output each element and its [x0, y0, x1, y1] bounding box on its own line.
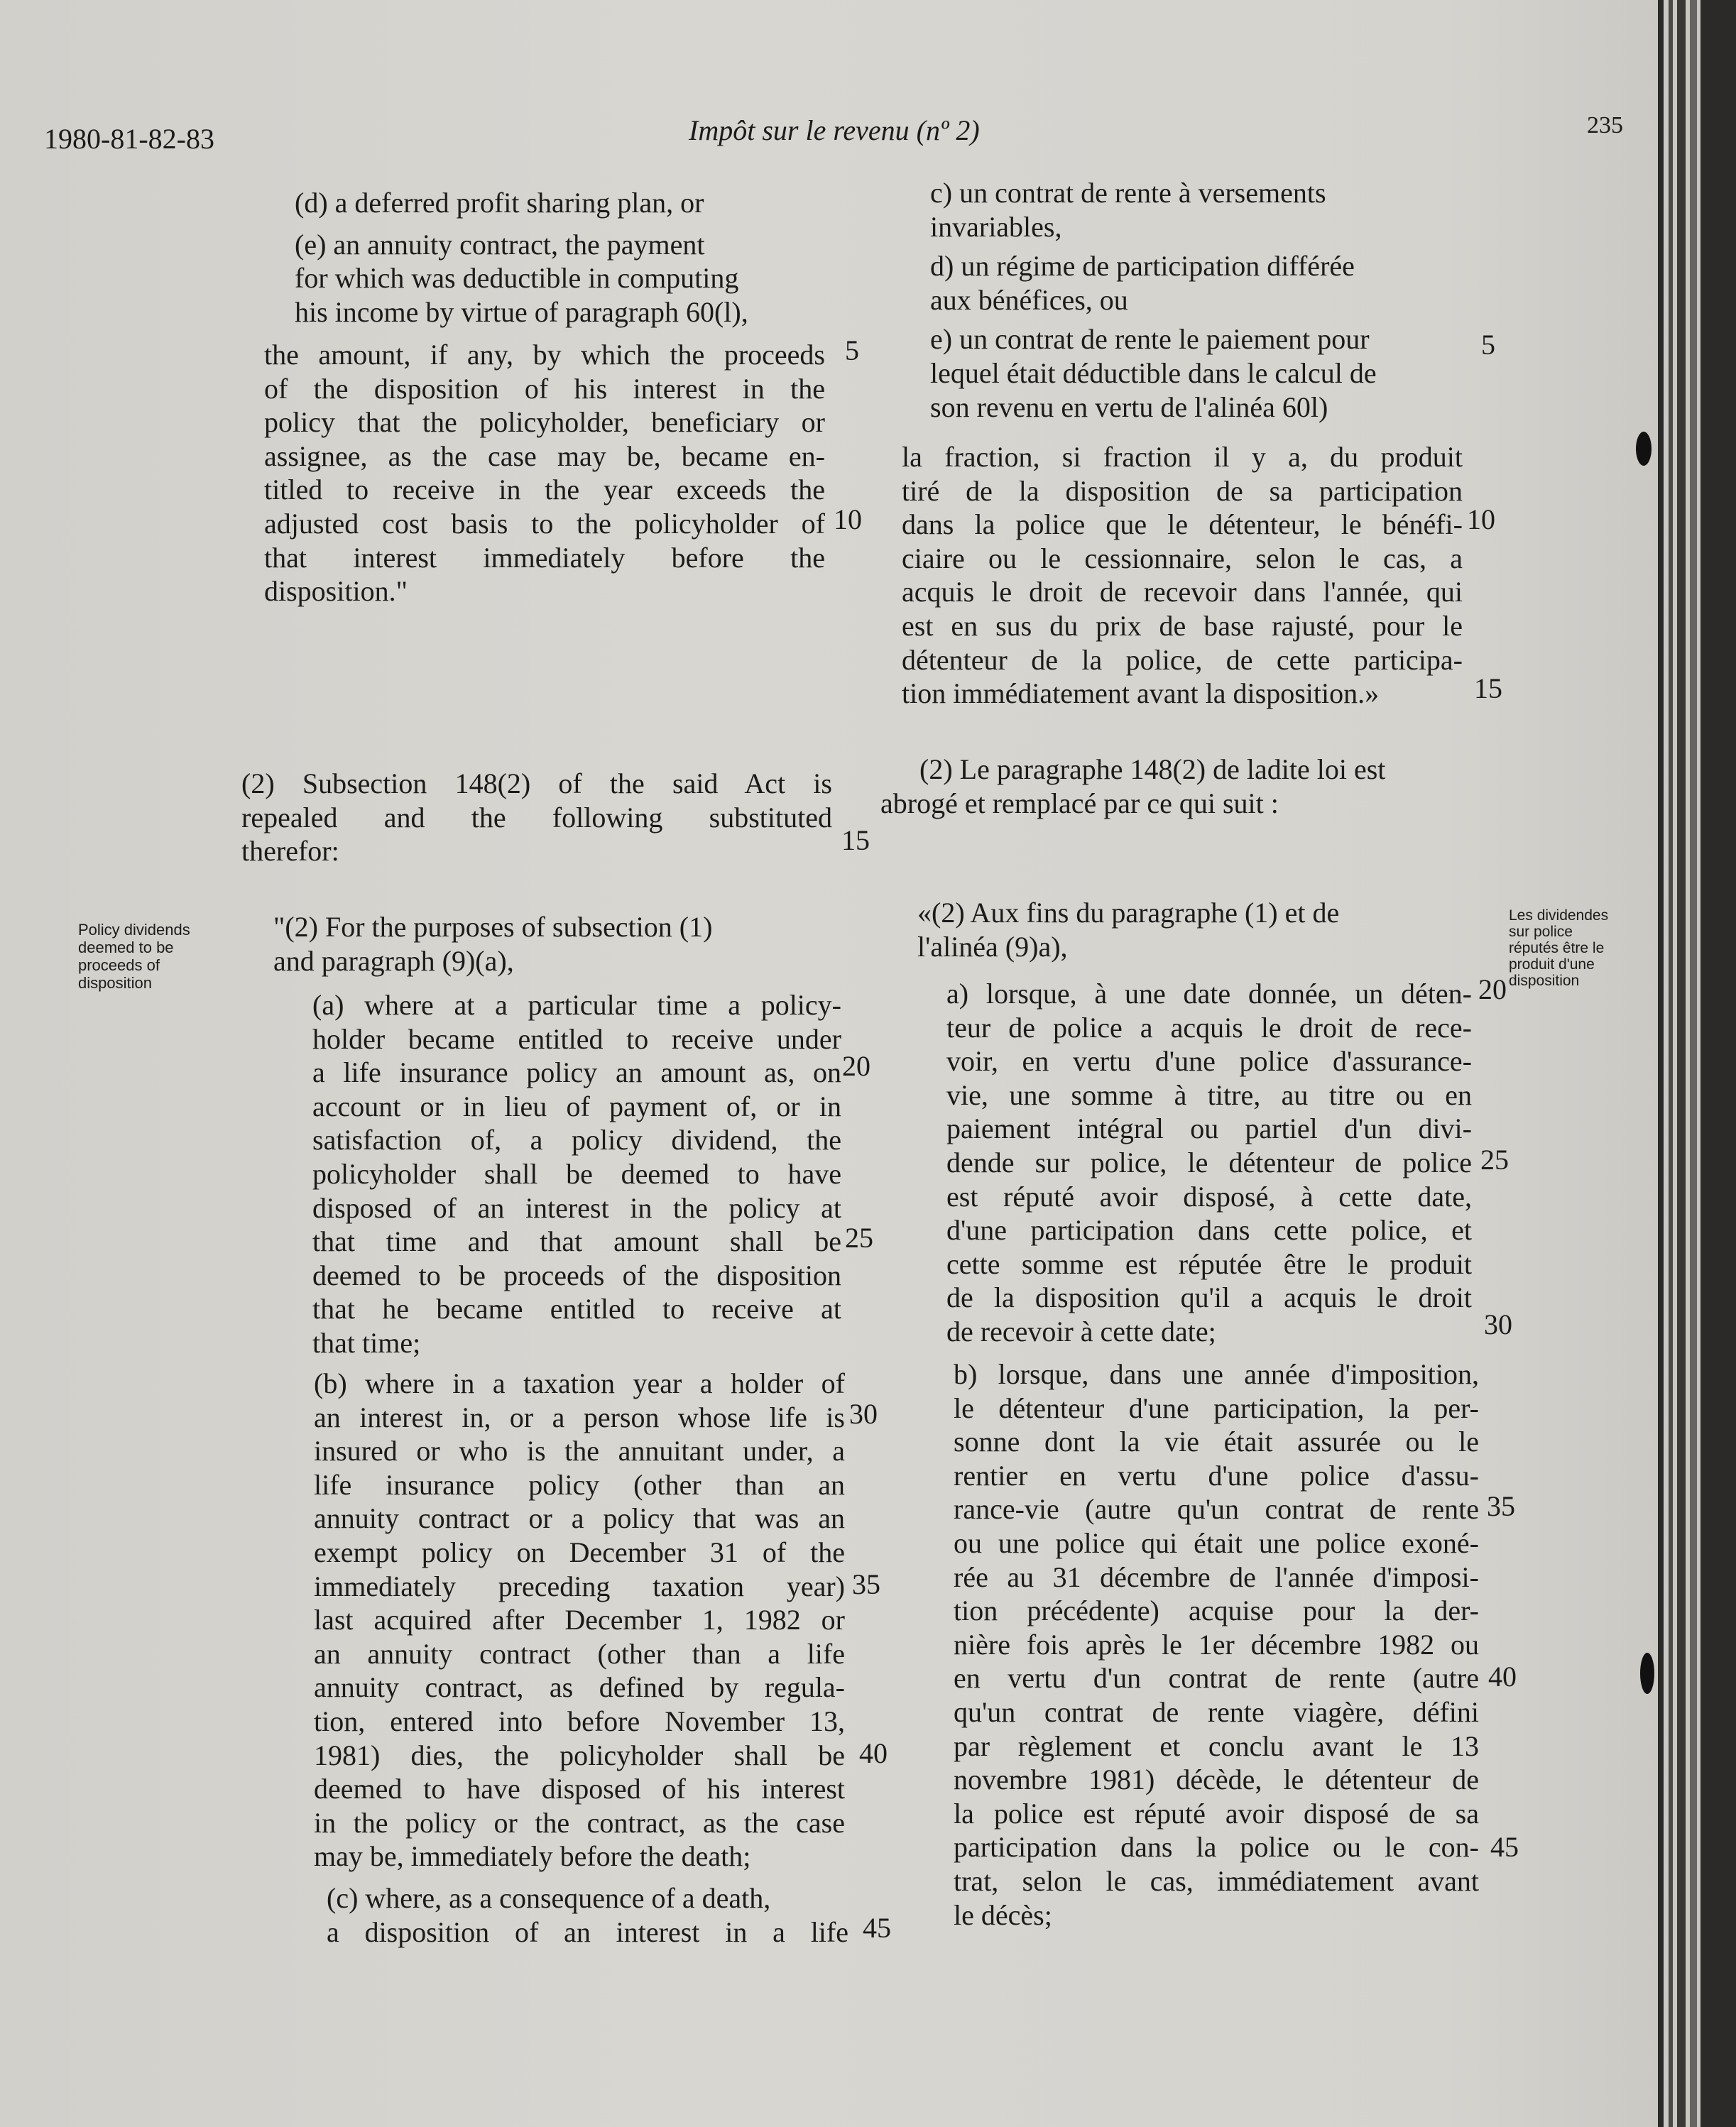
ink-blot — [1636, 432, 1652, 466]
text-line: the amount, if any, by which the proceeds — [264, 339, 825, 371]
text-line: de recevoir à cette date; — [946, 1315, 1216, 1347]
line-number: 35 — [852, 1568, 880, 1600]
text-line: satisfaction of, a policy dividend, the — [312, 1124, 841, 1157]
line-number: 15 — [1474, 672, 1502, 704]
note-line: proceeds of — [78, 956, 160, 974]
line-number: 10 — [834, 503, 862, 535]
text-line: for which was deductible in computing — [295, 262, 739, 295]
header-title: Impôt sur le revenu (nº 2) — [689, 114, 980, 146]
right-block-6 — [954, 1357, 1479, 1932]
text-line: de la disposition qu'il a acquis le droit — [946, 1281, 1472, 1314]
text-line: voir, en vertu d'une police d'assurance- — [946, 1045, 1472, 1078]
left-block-5 — [312, 988, 841, 1360]
right-block-2 — [902, 440, 1463, 711]
text-line: tion précédente) acquise pour la der- — [954, 1595, 1479, 1627]
note-line: Policy dividends — [78, 921, 190, 939]
text-line: novembre 1981) décède, le détenteur de — [954, 1764, 1479, 1796]
text-line: adjusted cost basis to the policyholder of — [264, 507, 825, 540]
text-line: "(2) For the purposes of subsection (1) — [273, 911, 713, 943]
text-line: an annuity contract (other than a life — [314, 1637, 845, 1670]
text-line: «(2) Aux fins du paragraphe (1) et de — [917, 897, 1340, 929]
text-line: la police est réputé avoir disposé de sa — [954, 1797, 1479, 1830]
text-line: (d) a deferred profit sharing plan, or — [295, 187, 704, 219]
text-line: (e) an annuity contract, the payment — [295, 228, 705, 261]
text-line: policyholder shall be deemed to have — [312, 1157, 841, 1190]
text-line: invariables, — [930, 210, 1062, 243]
text-line: (2) Subsection 148(2) of the said Act is — [241, 767, 832, 799]
text-line: his income by virtue of paragraph 60(l), — [295, 295, 748, 328]
note-line: deemed to be — [78, 939, 174, 956]
text-line: nière fois après le 1er décembre 1982 ou — [954, 1628, 1479, 1661]
text-line: d) un régime de participation différée — [930, 250, 1355, 283]
text-line: that time; — [312, 1326, 421, 1359]
text-line: disposition." — [264, 575, 408, 608]
left-block-1 — [295, 186, 824, 329]
text-line: (c) where, as a consequence of a death, — [327, 1882, 771, 1914]
note-line: sur police — [1509, 924, 1573, 940]
margin-note-left — [78, 921, 190, 992]
text-line: that he became entitled to receive at — [312, 1293, 841, 1325]
text-line: tion, entered into before November 13, — [314, 1705, 845, 1737]
line-number: 25 — [845, 1222, 873, 1254]
line-number: 25 — [1480, 1144, 1509, 1176]
text-line: a life insurance policy an amount as, on — [312, 1056, 841, 1089]
line-number: 15 — [841, 824, 870, 856]
text-line: dans la police que le détenteur, le bénéfi- — [902, 508, 1463, 541]
text-line: le détenteur d'une participation, la per- — [954, 1391, 1479, 1424]
text-line: est en sus du prix de base rajusté, pour le — [902, 609, 1463, 642]
text-line: a disposition of an interest in a life — [327, 1915, 848, 1948]
line-number: 30 — [849, 1398, 878, 1430]
text-line: qu'un contrat de rente viagère, défini — [954, 1695, 1479, 1728]
text-line: d'une participation dans cette police, et — [946, 1214, 1472, 1247]
text-line: an interest in, or a person whose life is — [314, 1401, 845, 1433]
left-block-7 — [327, 1881, 848, 1949]
line-number: 10 — [1467, 503, 1495, 535]
text-line: aux bénéfices, ou — [930, 283, 1128, 316]
left-block-2 — [264, 338, 825, 608]
page-edge — [1700, 0, 1736, 2127]
text-line: rée au 31 décembre de l'année d'imposi- — [954, 1560, 1479, 1593]
text-line: tiré de la disposition de sa participation — [902, 474, 1463, 507]
text-line: exempt policy on December 31 of the — [314, 1536, 845, 1568]
text-line: dende sur police, le détenteur de police — [946, 1146, 1472, 1179]
text-line: account or in lieu of payment of, or in — [312, 1090, 841, 1122]
text-line: annuity contract, as defined by regula- — [314, 1671, 845, 1704]
text-line: (a) where at a particular time a policy- — [312, 989, 841, 1021]
text-line: that time and that amount shall be — [312, 1225, 841, 1258]
text-line: paiement intégral ou partiel d'un divi- — [946, 1112, 1472, 1145]
text-line: deemed to be proceeds of the disposition — [312, 1259, 841, 1291]
page-edge — [1669, 0, 1673, 2127]
text-line: vie, une somme à titre, au titre ou en — [946, 1078, 1472, 1111]
text-line: tion immédiatement avant la disposition.» — [902, 677, 1380, 710]
text-line: repealed and the following substituted — [241, 801, 832, 833]
line-number: 20 — [842, 1050, 870, 1082]
text-line: last acquired after December 1, 1982 or — [314, 1604, 845, 1636]
line-number: 45 — [1490, 1831, 1519, 1863]
text-line: life insurance policy (other than an — [314, 1468, 845, 1501]
line-number: 30 — [1484, 1308, 1512, 1340]
line-number: 5 — [1481, 329, 1495, 361]
text-line: titled to receive in the year exceeds the — [264, 474, 825, 506]
right-block-3 — [880, 753, 1477, 820]
text-line: of the disposition of his interest in the — [264, 372, 825, 405]
text-line: lequel était déductible dans le calcul de — [930, 356, 1377, 389]
text-line: and paragraph (9)(a), — [273, 944, 514, 977]
text-line: détenteur de la police, de cette participa- — [902, 643, 1463, 676]
ink-blot — [1640, 1653, 1654, 1694]
line-number: 45 — [863, 1912, 891, 1944]
text-line: deemed to have disposed of his interest — [314, 1773, 845, 1805]
text-line: a) lorsque, à une date donnée, un déten- — [946, 978, 1472, 1010]
text-line: ou une police qui était une police exoné- — [954, 1526, 1479, 1559]
text-line: rance-vie (autre qu'un contrat de rente — [954, 1493, 1479, 1526]
text-line: sonne dont la vie était assurée ou le — [954, 1426, 1479, 1458]
line-number: 35 — [1487, 1490, 1515, 1522]
note-line: disposition — [78, 974, 152, 992]
text-line: insured or who is the annuitant under, a — [314, 1435, 845, 1467]
line-number: 40 — [859, 1737, 888, 1769]
page-edge — [1658, 0, 1664, 2127]
page-number: 235 — [1587, 112, 1623, 138]
text-line: b) lorsque, dans une année d'imposition, — [954, 1358, 1479, 1390]
left-block-3 — [241, 767, 832, 868]
header-year: 1980-81-82-83 — [44, 123, 214, 155]
text-line: trat, selon le cas, immédiatement avant — [954, 1864, 1479, 1897]
text-line: ciaire ou le cessionnaire, selon le cas, a — [902, 542, 1463, 574]
text-line: participation dans la police ou le con- — [954, 1831, 1479, 1864]
line-number: 5 — [845, 334, 859, 366]
note-line: réputés être le — [1509, 940, 1605, 956]
line-number: 20 — [1478, 973, 1507, 1005]
page-edge — [1690, 0, 1697, 2127]
right-block-1 — [930, 176, 1477, 424]
text-line: therefor: — [241, 835, 339, 868]
text-line: la fraction, si fraction il y a, du produit — [902, 441, 1463, 473]
right-block-4 — [917, 896, 1478, 963]
text-line: son revenu en vertu de l'alinéa 60l) — [930, 390, 1328, 423]
text-line: in the policy or the contract, as the case — [314, 1806, 845, 1839]
text-line: e) un contrat de rente le paiement pour — [930, 323, 1370, 356]
text-line: holder became entitled to receive under — [312, 1022, 841, 1055]
text-line: assignee, as the case may be, became en- — [264, 439, 825, 472]
text-line: policy that the policyholder, beneficiary or — [264, 406, 825, 439]
text-line: par règlement et conclu avant le 13 — [954, 1729, 1479, 1762]
text-line: (b) where in a taxation year a holder of — [314, 1367, 845, 1399]
text-line: est réputé avoir disposé, à cette date, — [946, 1180, 1472, 1213]
text-line: 1981) dies, the policyholder shall be — [314, 1739, 845, 1771]
note-line: disposition — [1509, 973, 1580, 989]
text-line: (2) Le paragraphe 148(2) de ladite loi est — [919, 753, 1386, 785]
text-line: acquis le droit de recevoir dans l'année, qui — [902, 576, 1463, 608]
text-line: l'alinéa (9)a), — [917, 930, 1068, 963]
text-line: cette somme est réputée être le produit — [946, 1247, 1472, 1280]
note-line: produit d'une — [1509, 956, 1595, 973]
text-line: c) un contrat de rente à versements — [930, 177, 1326, 209]
margin-note-right — [1509, 907, 1608, 989]
right-block-5 — [946, 977, 1472, 1349]
text-line: abrogé et remplacé par ce qui suit : — [880, 787, 1279, 819]
page-edge — [1677, 0, 1686, 2127]
text-line: en vertu d'un contrat de rente (autre — [954, 1662, 1479, 1695]
text-line: may be, immediately before the death; — [314, 1840, 751, 1873]
line-number: 40 — [1488, 1661, 1517, 1693]
text-line: disposed of an interest in the policy at — [312, 1191, 841, 1224]
note-line: Les dividendes — [1509, 907, 1609, 924]
text-line: rentier en vertu d'une police d'assu- — [954, 1459, 1479, 1492]
text-line: that interest immediately before the — [264, 541, 825, 574]
left-block-4 — [273, 910, 834, 978]
left-block-6 — [314, 1367, 845, 1874]
text-line: teur de police a acquis le droit de rece- — [946, 1011, 1472, 1044]
text-line: le décès; — [954, 1898, 1052, 1931]
text-line: annuity contract or a policy that was an — [314, 1502, 845, 1535]
text-line: immediately preceding taxation year) — [314, 1570, 845, 1602]
